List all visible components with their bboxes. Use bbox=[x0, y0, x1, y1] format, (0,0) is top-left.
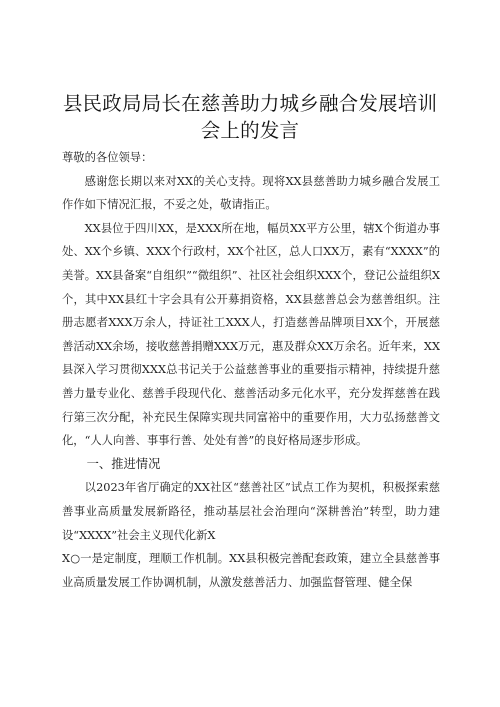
paragraph-overview: XX县位于四川XX，是XXX所在地，幅员XX平方公里，辖X个街道办事处、XX个乡镇、XXX个行政村，XX个社区，总人口XX万，素有“XXXX”的美誉。XX县备案“自组织”“微组织”、社区社会组织XXX个，登记公益组织X个，其中XX县红十字会具有公开募捐资格，XX县慈善总会为慈善组织。注册志愿者XXX万余人，持证社工XXX人，打造慈善品牌项目XX个，开展慈善活动XX余场，接收慈善捐赠XXX万元，惠及群众XX万余名。近年来，XX县深入学习贯彻XXX总书记关于公益慈善事业的重要指示精神，持续提升慈善力量专业化、慈善手段现代化、慈善活动多元化水平，充分发挥慈善在践行第三次分配，补充民生保障实现共同富裕中的重要作用，大力弘扬慈善文化，“人人向善、事事行善、处处有善”的良好格局逐步形成。 bbox=[62, 221, 440, 448]
salutation: 尊敬的各位领导： bbox=[62, 151, 153, 164]
section-heading: 一、推进情况 bbox=[86, 456, 161, 471]
continuation-paragraph: X○一是定制度，理顺工作机制。XX县积极完善配套政策，建立全县慈善事业高质量发展工作协调机制，从激发慈善活力、加强监督管理、健全保 bbox=[62, 552, 440, 589]
document-title: 县民政局局长在慈善助力城乡融合发展培训会上的发言 bbox=[62, 92, 438, 142]
paragraph-intro: 感谢您长期以来对XX的关心支持。现将XX县慈善助力城乡融合发展工作作如下情况汇报，不妥之处，敬请指正。 bbox=[62, 174, 440, 212]
document-body bbox=[62, 146, 440, 594]
section-paragraph: 以2023年省厅确定的XX社区“慈善社区”试点工作为契机，积极探索慈善事业高质量发展新路径，推动基层社会治理向“深耕善治”转型，助力建设“XXXX”社会主义现代化新X bbox=[62, 481, 440, 542]
